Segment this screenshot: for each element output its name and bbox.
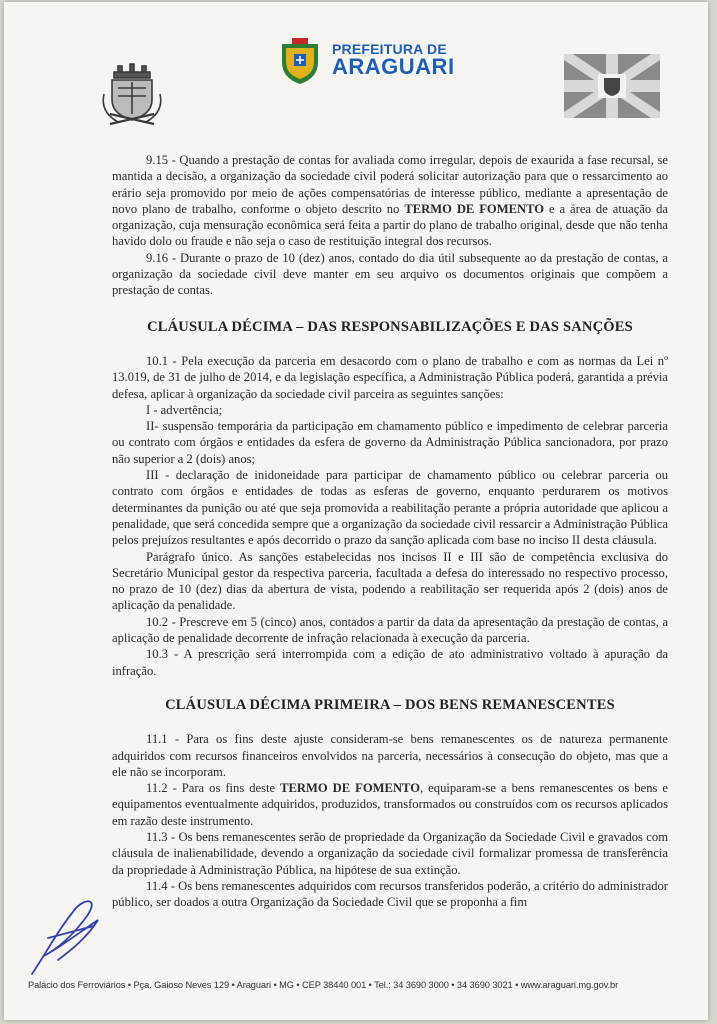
paragraph-11-4: 11.4 - Os bens remanescentes adquiridos com recursos transferidos poderão, a critério do administrador público, ser doados a outra Organização da Sociedade Civil que se proponha a fim [112,878,668,910]
paragraph-10-2: 10.2 - Prescreve em 5 (cinco) anos, contados a partir da data da apresentação da prestação de contas, a aplicação de penalidade decorrente de infração relacionada à execução da parceria. [112,614,668,646]
paragraph-10-3: 10.3 - A prescrição será interrompida com a edição de ato administrativo voltado à apuração da infração. [112,647,668,678]
paragraph-9-15: 9.15 - Quando a prestação de contas for avaliada como irregular, depois de exaurida a fase recursal, se mantida a decisão, a organização da sociedade civil poderá solicitar autorização para que o ressarcimento ao erário seja promovido por meio de ações compensatórias de interesse público, mediante a apresentação de novo plano de trabalho, conforme o objeto descrito no TERMO DE FOMENTO e a área de atuação da organização, cuja mensuração econômica será feita a partir do plano de trabalho original, desde que não tenha havido dolo ou fraude e não seja o caso de restituição integral dos recursos. [112,153,669,249]
prefeitura-logo [276,32,455,88]
handwritten-signature [18,890,128,980]
municipal-flag-icon [564,54,660,118]
sanction-item-1: I - advertência; [146,402,223,417]
paragraph-10-1: 10.1 - Pela execução da parceria em desacordo com o plano de trabalho e com as normas da Lei nº 13.019, de 31 de julho de 2014, e da legislação específica, a Administração Pública poderá, garantida a prévia defesa, aplicar à organização da sociedade civil parceira as seguintes sanções: [112,353,668,401]
footer-address: Palácio dos Ferroviários • Pça. Gaioso Neves 129 • Araguari • MG • CEP 38440 001 • Tel.: 34 3690 3000 • 34 3690 3021 • www.araguari.mg.gov.br [28,980,619,990]
sanction-item-3: III - declaração de inidoneidade para participar de chamamento público ou celebrar parceria ou contrato com órgãos e entidades de todas as esferas de governo, enquanto perdurarem os motivos determinantes da punição ou até que seja promovida a reabilitação perante a própria autoridade que aplicou a penalidade, que será concedida sempre que a organização da sociedade civil ressarcir a Administração Pública pelos prejuízos resultantes e após decorrido o prazo da sanção aplicada com base no inciso II desta cláusula. [112,468,668,548]
paragraph-unico: Parágrafo único. As sanções estabelecidas nos incisos II e III são de competência exclusiva do Secretário Municipal gestor da respectiva parceria, facultada a defesa do interessado no respectivo processo, no prazo de 10 (dez) dias da abertura de vista, podendo a reabilitação ser requerida após 2 (dois) anos de aplicação da penalidade. [112,549,668,613]
term-fomento-bold: TERMO DE FOMENTO [404,201,545,216]
paragraph-11-1: 11.1 - Para os fins deste ajuste consideram-se bens remanescentes os de natureza permanente adquiridos com recursos financeiros envolvidos na parceria, necessários à consecução do objeto, mas que a ele não se incorporam. [112,732,668,779]
paragraph-9-16: 9.16 - Durante o prazo de 10 (dez) anos, contado do dia útil subsequente ao da prestação de contas, a organização da sociedade civil deve manter em seu arquivo os documentos originais que compõem a prestação de contas. [112,250,668,298]
clause-10-heading: CLÁUSULA DÉCIMA – DAS RESPONSABILIZAÇÕES E DAS SANÇÕES [147,318,633,335]
logo-line-prefeitura: PREFEITURA DE [332,41,447,57]
municipal-coat-of-arms-icon [96,58,168,130]
document-body [112,152,668,910]
term-fomento-bold: TERMO DE FOMENTO [280,781,421,796]
paragraph-11-3: 11.3 - Os bens remanescentes serão de propriedade da Organização da Sociedade Civil e gravados com cláusula de inalienabilidade, devendo a organização da sociedade civil formalizar promessa de transferência da propriedade à Administração Pública, na hipótese de sua extinção. [112,829,668,877]
letterhead [4,2,708,142]
logo-line-araguari: ARAGUARI [332,54,455,79]
clause-11-heading: CLÁUSULA DÉCIMA PRIMEIRA – DOS BENS REMANESCENTES [165,696,615,713]
sanction-item-2: II- suspensão temporária da participação em chamamento público e impedimento de celebrar parceria ou contrato com órgãos e entidades da esfera de governo da Administração Pública sancionadora, por prazo não superior a 2 (dois) anos; [112,419,668,466]
araguari-shield-icon [276,34,324,86]
document-page [4,2,708,1020]
paragraph-11-2: 11.2 - Para os fins deste TERMO DE FOMENTO, equiparam-se a bens remanescentes os bens e equipamentos eventualmente adquiridos, produzidos, transformados ou construídos com os recursos aplicados em razão deste instrumento. [112,781,668,828]
